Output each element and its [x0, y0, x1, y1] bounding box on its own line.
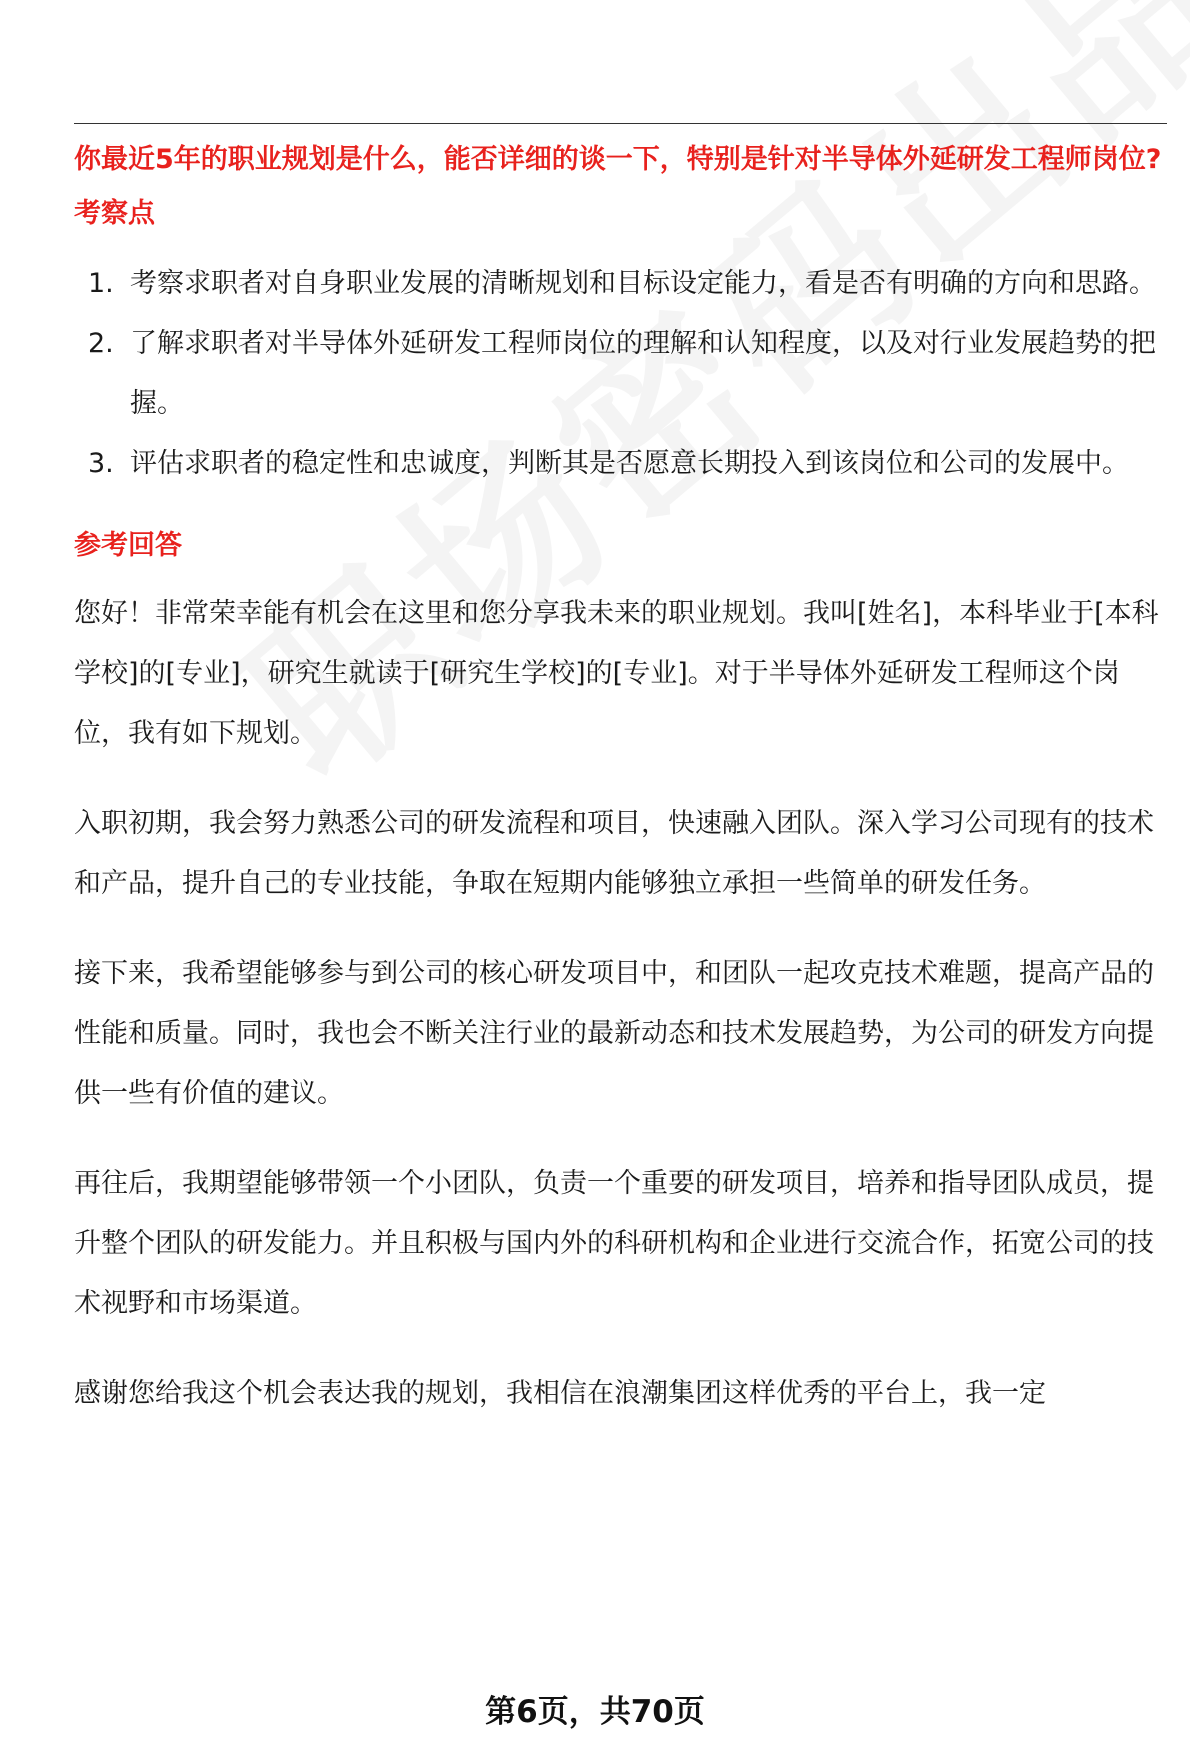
page-number-footer: 第6页，共70页	[485, 1694, 705, 1730]
list-item-text: 评估求职者的稳定性和忠诚度，判断其是否愿意长期投入到该岗位和公司的发展中。	[130, 448, 1129, 479]
answer-paragraph: 接下来，我希望能够参与到公司的核心研发项目中，和团队一起攻克技术难题，提高产品的性能和质量。同时，我也会不断关注行业的最新动态和技术发展趋势，为公司的研发方向提供一些有价值的建议。	[74, 958, 1154, 1109]
top-divider	[74, 123, 1167, 124]
list-item	[74, 254, 1167, 314]
answer-paragraph: 入职初期，我会努力熟悉公司的研发流程和项目，快速融入团队。深入学习公司现有的技术和产品，提升自己的专业技能，争取在短期内能够独立承担一些简单的研发任务。	[74, 808, 1154, 899]
page-content	[74, 142, 1167, 1424]
answer-paragraph: 再往后，我期望能够带领一个小团队，负责一个重要的研发项目，培养和指导团队成员，提升整个团队的研发能力。并且积极与国内外的科研机构和企业进行交流合作，拓宽公司的技术视野和市场渠道。	[74, 1168, 1154, 1319]
list-item-text: 了解求职者对半导体外延研发工程师岗位的理解和认知程度，以及对行业发展趋势的把握。	[130, 328, 1156, 419]
list-item-number: 2.	[88, 328, 114, 359]
answer-section-title: 参考回答	[74, 530, 182, 561]
list-item-number: 1.	[88, 268, 114, 299]
list-item-number: 3.	[88, 448, 114, 479]
list-item	[74, 314, 1167, 434]
question-heading: 你最近5年的职业规划是什么，能否详细的谈一下，特别是针对半导体外延研发工程师岗位?	[74, 144, 1162, 175]
answer-paragraph: 您好！非常荣幸能有机会在这里和您分享我未来的职业规划。我叫[姓名]，本科毕业于[本科学校]的[专业]，研究生就读于[研究生学校]的[专业]。对于半导体外延研发工程师这个岗位，我有如下规划。	[74, 598, 1159, 749]
points-list	[74, 254, 1167, 494]
points-section-title: 考察点	[74, 198, 155, 229]
answer-paragraph: 感谢您给我这个机会表达我的规划，我相信在浪潮集团这样优秀的平台上，我一定	[74, 1378, 1046, 1409]
list-item	[74, 434, 1167, 494]
list-item-text: 考察求职者对自身职业发展的清晰规划和目标设定能力，看是否有明确的方向和思路。	[130, 268, 1156, 299]
